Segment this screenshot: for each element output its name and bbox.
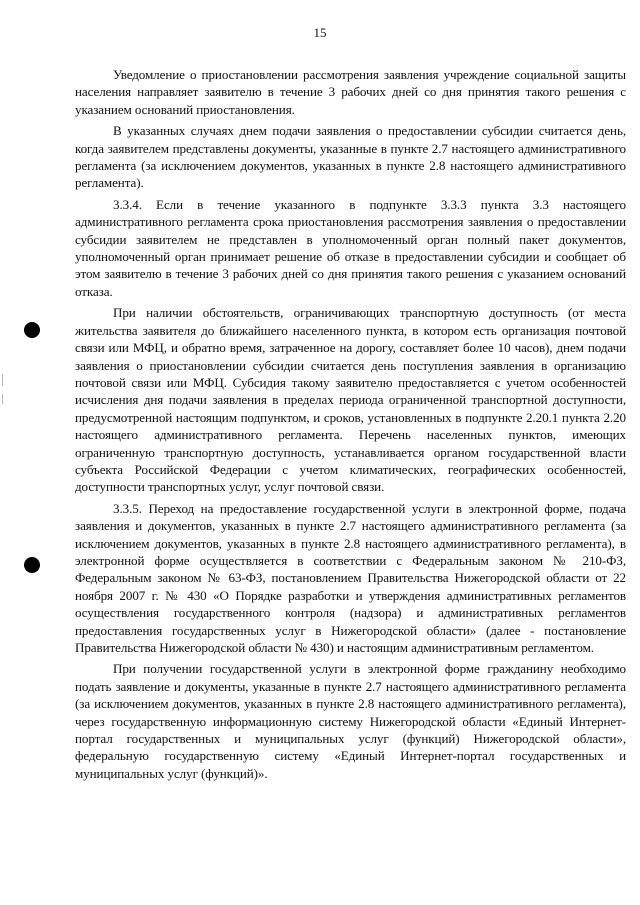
paragraph-suspension-notice: Уведомление о приостановлении рассмотрения заявления учреждение социальной защиты населения направляет заявителю в течение 3 рабочих дней со дня принятия такого решения с указанием оснований приостановления.: [75, 67, 626, 117]
scan-margin-mark: [2, 374, 3, 386]
paragraph-electronic-submission: При получении государственной услуги в электронной форме гражданину необходимо подать заявление и документы, указанные в пункте 2.7 настоящего административного регламента (за исключением документов, указанных в пункте 2.8 настоящего административного регламента), через государственную информационную систему Нижегородской области «Единый Интернет-портал государственных и муниципальных услуг (функций) Нижегородской области», федеральную государственную систему «Единый Интернет-портал государственных и муниципальных услуг (функций)».: [75, 661, 626, 781]
page-number: 15: [313, 25, 327, 40]
paragraph-filing-date: В указанных случаях днем подачи заявления о предоставлении субсидии считается день, когда заявителем представлены документы, указанные в пункте 2.7 настоящего административного регламента (за исключением документов, указанных в пункте 2.8 настоящего административного регламента).: [75, 123, 626, 191]
scan-margin-mark: [2, 394, 3, 404]
document-body: [75, 66, 626, 786]
paragraph-3-3-5: 3.3.5. Переход на предоставление государственной услуги в электронной форме, подача заявления и документов, указанных в пункте 2.7 настоящего административного регламента (за исключением документов, указанных в пункте 2.8 настоящего административного регламента), в электронной форме осуществляется в соответствии с Федеральным законом № 210-ФЗ, Федеральным законом № 63-ФЗ, постановлением Правительства Нижегородской области от 22 ноября 2007 г. № 430 «О Порядке разработки и утверждения административных регламентов осуществления государственного контроля (надзора) и административных регламентов предоставления государственных услуг в Нижегородской области» (далее - постановление Правительства Нижегородской области № 430) и настоящим административным регламентом.: [75, 500, 626, 655]
paragraph-3-3-4: 3.3.4. Если в течение указанного в подпункте 3.3.3 пункта 3.3 настоящего административного регламента срока приостановления рассмотрения заявления о предоставлении субсидии заявителем не представлен в уполномоченный орган полный пакет документов, уполномоченный орган принимает решение об отказе в предоставлении субсидии и сообщает об этом заявителю в течение 3 рабочих дней со дня принятия такого решения с указанием оснований отказа.: [75, 196, 626, 299]
paragraph-transport-accessibility: При наличии обстоятельств, ограничивающих транспортную доступность (от места жительства заявителя до ближайшего населенного пункта, в котором есть организация почтовой связи или МФЦ, и обратно время, затраченное на дорогу, составляет более 10 часов), днем подачи заявления о приостановлении субсидии считается день поступления заявления в организацию почтовой связи или МФЦ. Субсидия такому заявителю предоставляется с учетом особенностей исчисления дня подачи заявления в пределах периода ограниченной транспортной доступности, предусмотренной настоящим подпунктом, и сроков, установленных в подпункте 2.20.1 пункта 2.20 настоящего административного регламента. Перечень населенных пунктов, имеющих ограниченную транспортную доступность, устанавливается органом государственной власти субъекта Российской Федерации с учетом климатических, географических особенностей, доступности транспортных услуг, услуг почтовой связи.: [75, 305, 626, 495]
punch-hole-mark: [24, 322, 40, 338]
punch-hole-mark: [24, 557, 40, 573]
